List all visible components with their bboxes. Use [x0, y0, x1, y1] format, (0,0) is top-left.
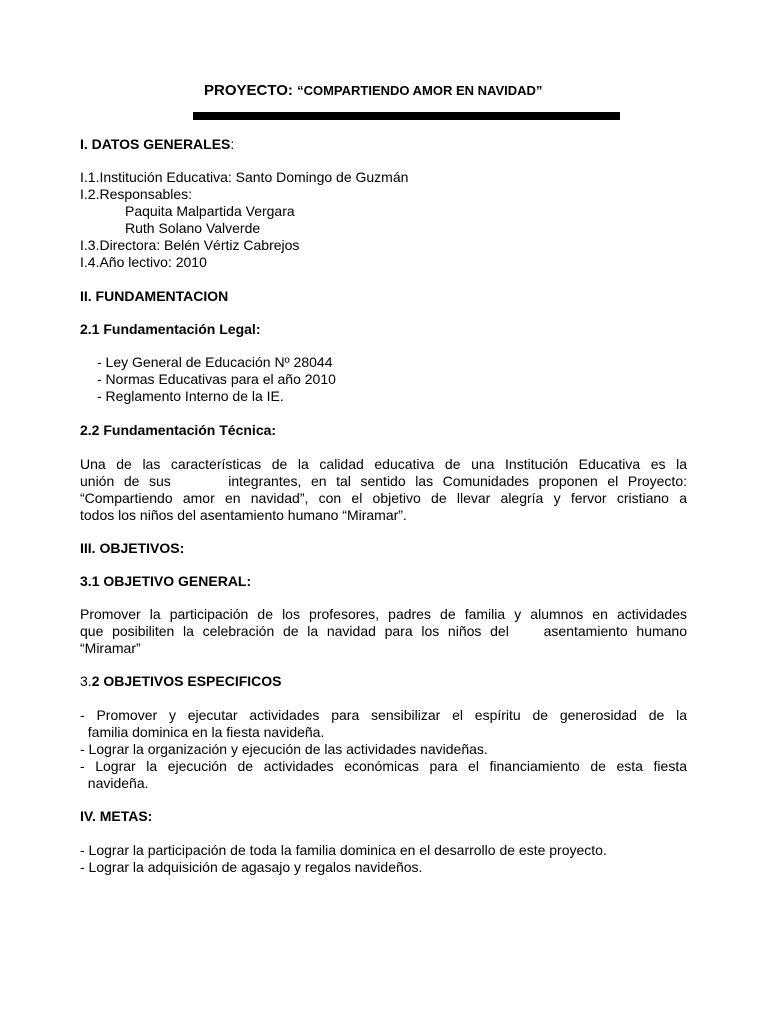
legal-item-3: - Reglamento Interno de la IE. [97, 388, 284, 404]
tecnica-paragraph-line-2: unión de sus integrantes, en tal sentido las Comunidades proponen el Proyecto: [80, 473, 687, 489]
especifico-line-1: - Promover y ejecutar actividades para sensibilizar el espíritu de generosidad de la [80, 707, 687, 723]
especifico-line-2: familia dominica en la fiesta navideña. [80, 724, 325, 740]
objetivo-general-heading: 3.1 OBJETIVO GENERAL: [80, 573, 252, 589]
responsable-2: Ruth Solano Valverde [125, 220, 261, 236]
title-lead: PROYECTO: [204, 82, 293, 99]
meta-item-1: - Lograr la participación de toda la familia dominica en el desarrollo de este proyecto. [80, 842, 607, 858]
tecnica-paragraph-line-3: “Compartiendo amor en navidad”, con el objetivo de llevar alegría y fervor cristiano a [80, 490, 687, 506]
title-rest: “COMPARTIENDO AMOR EN NAVIDAD” [297, 83, 543, 98]
legal-item-1: - Ley General de Educación Nº 28044 [97, 354, 333, 370]
directora-line: I.3.Directora: Belén Vértiz Cabrejos [80, 237, 300, 253]
tecnica-paragraph-line-4: todos los niños del asentamiento humano “Miramar”. [80, 507, 407, 523]
responsable-1: Paquita Malpartida Vergara [125, 203, 295, 219]
meta-item-2: - Lograr la adquisición de agasajo y regalos navideños. [80, 859, 423, 875]
legal-heading: 2.1 Fundamentación Legal: [80, 321, 261, 337]
institution-line: I.1.Institución Educativa: Santo Domingo de Guzmán [80, 169, 409, 185]
especifico-line-4: - Lograr la ejecución de actividades económicas para el financiamiento de esta fiesta [80, 758, 687, 774]
title-underline-rule [193, 112, 620, 120]
especifico-line-5: navideña. [80, 775, 149, 791]
objetivo-general-line-2: que posibiliten la celebración de la navidad para los niños del asentamiento humano [80, 623, 687, 639]
document-title [204, 82, 542, 99]
objetivo-general-line-1: Promover la participación de los profesores, padres de familia y alumnos en actividades [80, 606, 687, 622]
section-1-heading: I. DATOS GENERALES: [80, 136, 235, 152]
tecnica-paragraph-line-1: Una de las características de la calidad educativa de una Institución Educativa es la [80, 456, 687, 472]
tecnica-heading: 2.2 Fundamentación Técnica: [80, 422, 277, 438]
objetivos-especificos-heading: 3.2 OBJETIVOS ESPECIFICOS [80, 673, 282, 689]
ano-lectivo-line: I.4.Año lectivo: 2010 [80, 254, 207, 270]
responsables-label: I.2.Responsables: [80, 186, 193, 202]
objetivo-general-line-3: “Miramar” [80, 640, 141, 656]
section-3-heading: III. OBJETIVOS: [80, 540, 185, 556]
section-2-heading: II. FUNDAMENTACION [80, 288, 229, 304]
legal-item-2: - Normas Educativas para el año 2010 [97, 371, 336, 387]
especifico-line-3: - Lograr la organización y ejecución de las actividades navideñas. [80, 741, 488, 757]
section-4-heading: IV. METAS: [80, 808, 153, 824]
